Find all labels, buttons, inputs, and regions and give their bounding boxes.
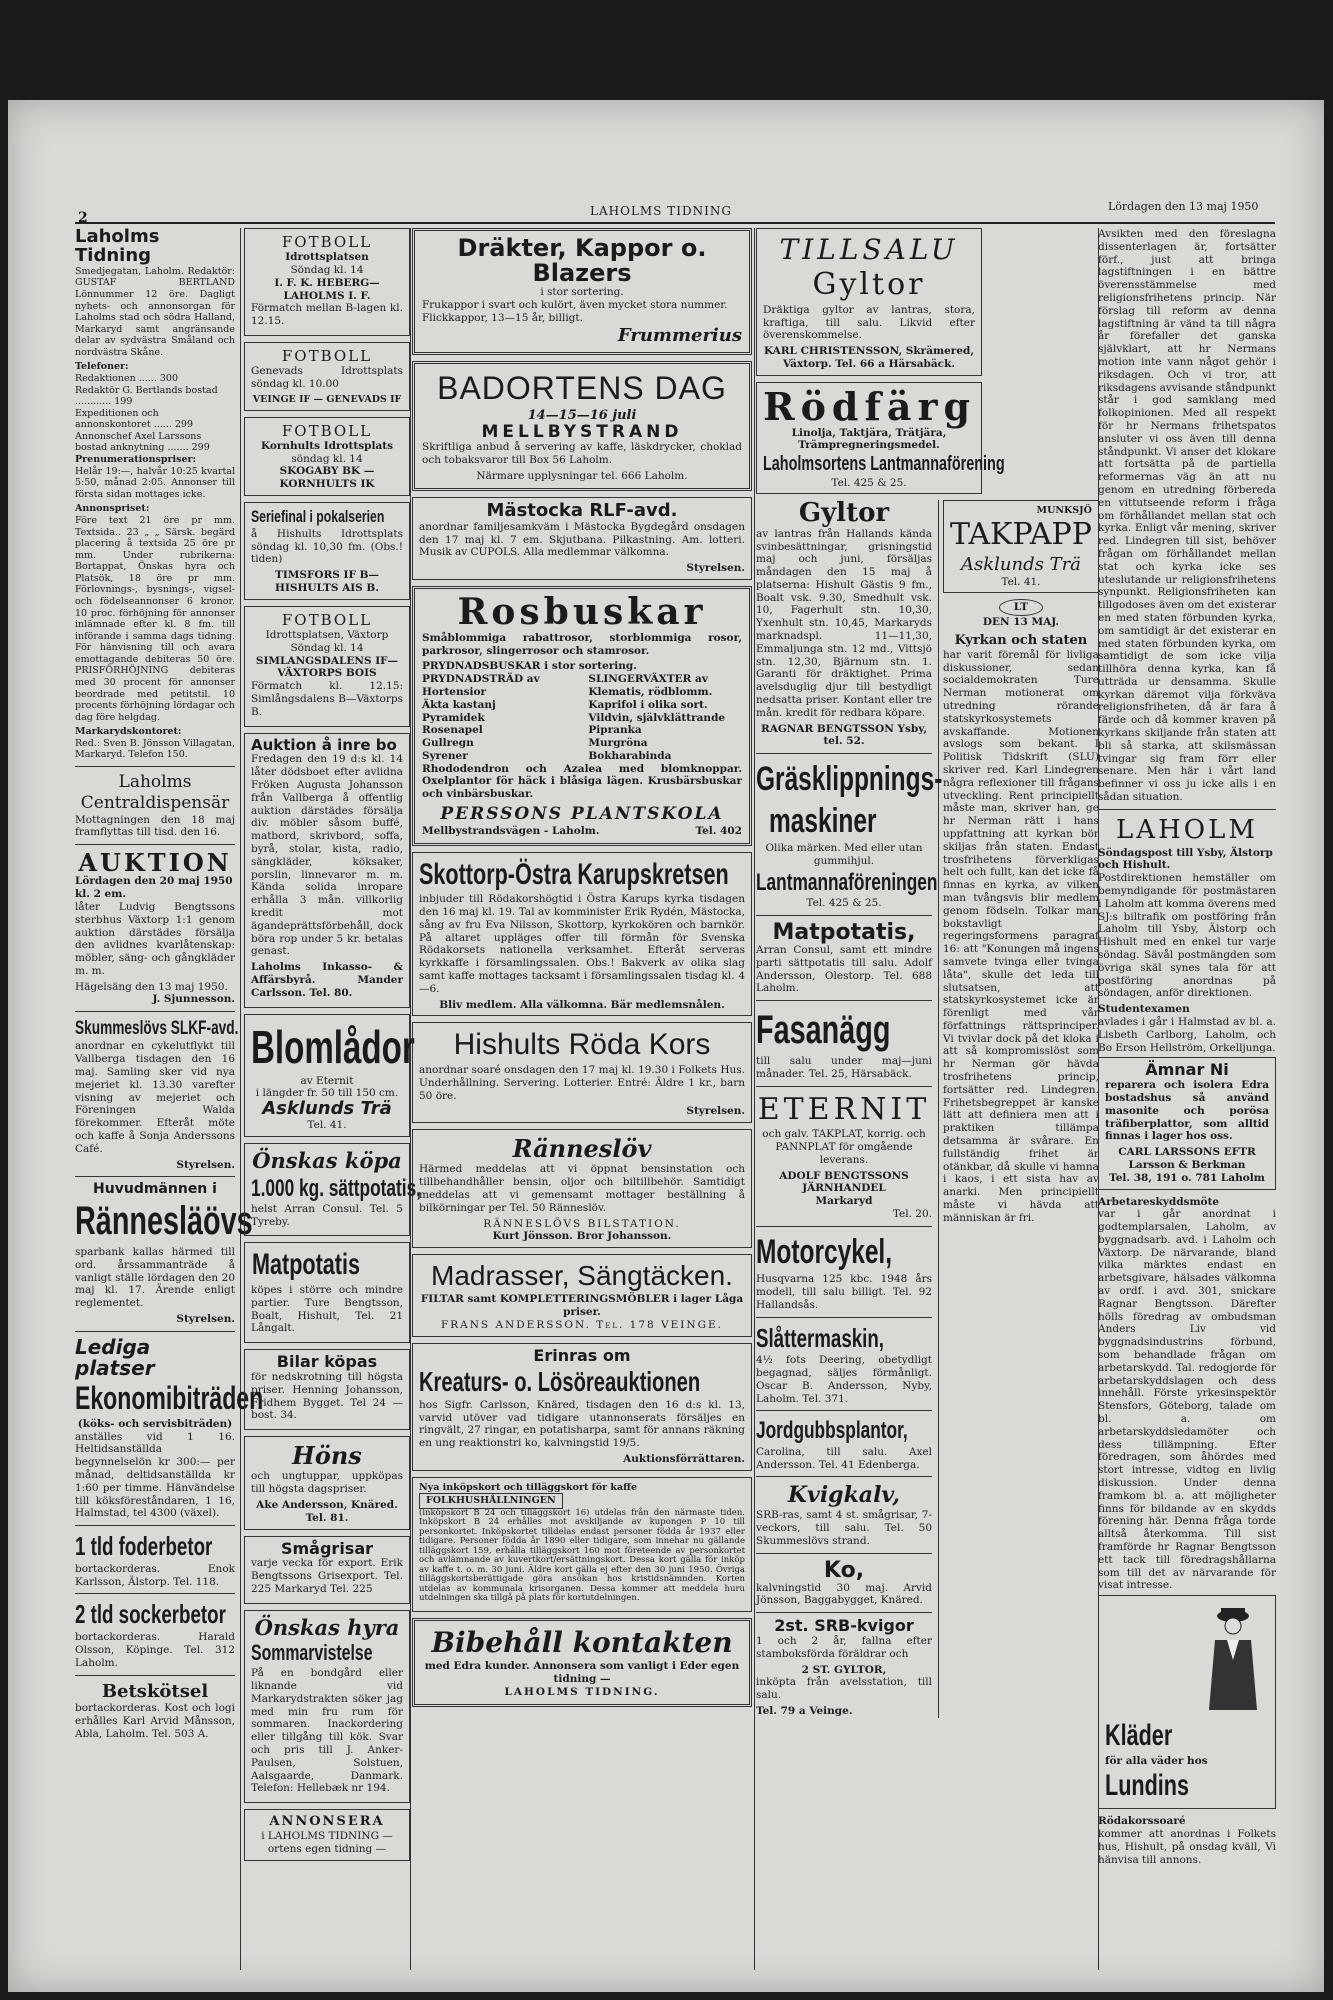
adprices-head: Annonspriset: xyxy=(75,503,150,515)
takpapp-tel: Tel. 41. xyxy=(1001,575,1041,588)
matpot2-title: Matpotatis, xyxy=(772,919,916,945)
auktion2-title: Auktion å inre bo xyxy=(251,735,397,754)
rasklipp-tel: Tel. 425 & 25. xyxy=(806,897,882,910)
fotboll4-match: SIMLANGSDALENS IF— VÄXTORPS BOIS xyxy=(255,654,399,680)
fotboll2-text: Genevads Idrottsplats söndag kl. 10.00 xyxy=(251,365,403,391)
erinras-title: Erinras om xyxy=(533,1345,631,1365)
kopa-title: Önskas köpa xyxy=(252,1147,402,1173)
auktion-text: låter Ludvig Bengtssons sterbhus Växtorp 1:1 genom auktion därstädes försälja den avlidnes kvarlåtenskap: möbler, säng- och gångkläder m. m. xyxy=(75,900,235,977)
ranne2-text: Härmed meddelas att vi öppnat bensinstation och tillbehandhåller bensin, oljor och biltillbehör. Samtidigt meddelas att vi gemensamt mottager beställning å bilkörningar per Tel. 50 Ränneslöv. xyxy=(419,1163,745,1214)
ros-right-head: SLINGERVÄXTER av xyxy=(588,673,708,686)
phones-head: Telefoner: xyxy=(75,361,129,373)
fotboll3-match: SKOGABY BK — KORNHULTS IK xyxy=(279,465,375,491)
sommar-text: På en bondgård eller liknande vid Markarydstrakten söker jag med min fru rum för sommaren. Inackordering eller tillgång till kök. Svar och pris till J. Anker-Paulsen, Solstuen, Aalsgaarde, Danmark. Telefon: Hellebæk nr 194. xyxy=(251,1667,403,1795)
ros-right-item: Murgröna xyxy=(588,737,648,750)
skummeslov-text: anordnar en cykelutflykt till Vallberga tisdagen den 16 maj. Samling sker vid nya mejeriet kl. 13.30 varefter visning av mejeriet och Föreningen Walda förekommer. Efteråt möte och kaffe å Sonja Anderssons Café. xyxy=(75,1040,235,1155)
auktion-title: AUKTION xyxy=(78,848,232,878)
fotboll1-match: I. F. K. HEBERG— LAHOLMS I. F. xyxy=(274,276,380,302)
fotboll4-day: Söndag kl. 14 xyxy=(290,641,364,654)
ros-tel: Tel. 402 xyxy=(695,824,742,837)
kopa-amount: 1.000 kg. sättpotatis, xyxy=(251,1174,421,1202)
auktion-place-date: Hägelsäng den 13 maj 1950. xyxy=(75,980,228,993)
hons-title: Höns xyxy=(292,1441,362,1471)
rodfarg-title: Rödfärg xyxy=(763,383,977,429)
ekonomi-title: Ekonomibiträden xyxy=(75,1379,264,1416)
fotboll4-place: Idrottsplatsen, Växtorp xyxy=(265,629,389,642)
ros-text: Småblommiga rabattrosor, storblommiga rosor, parkrosor, slingerrosor och stamrosor. xyxy=(422,631,742,657)
masthead-text: Smedjegatan, Laholm. Redaktör: GUSTAF BERTLAND Lönnummer 12 öre. Dagligt nyhets- och annonsorgan för Laholms stad och södra Halland, Markaryd samt angränsande delar av sydvästra Småland och nordvästra Skåne. xyxy=(75,265,235,358)
column-divider xyxy=(754,228,755,1970)
socker-text: bortackorderas. Harald Olsson, Köpinge. Tel. 312 Laholm. xyxy=(75,1631,235,1669)
hyra-title: Önskas hyra xyxy=(254,1614,400,1640)
ros-right-item: Kaprifol i olika sort. xyxy=(588,698,708,711)
takpapp-small: MUNKSJÖ xyxy=(1036,505,1092,517)
skottorp-sign: Bliv medlem. Alla välkomna. Bär medlemsnålen. xyxy=(439,998,725,1011)
nya-badge: FOLKHUSHÅLLNINGEN xyxy=(419,1493,563,1509)
laholm-title: LAHOLM xyxy=(1116,814,1258,845)
ros-left-item: Gullregn xyxy=(422,737,474,750)
mastocka-text: anordnar familjesamkväm i Mästocka Bygdegård onsdagen den 17 maj kl. 7 em. Skjutbana. Pilkastning. Am. lotteri. Musik av CUPOLS. Alla medlemmar välkomna. xyxy=(419,520,745,559)
mastocka-title: Mästocka RLF-avd. xyxy=(486,499,678,521)
betsk-title: Betskötsel xyxy=(101,1680,209,1702)
markaryd-head: Markarydskontoret: xyxy=(75,726,182,738)
auktion2-sign: Laholms Inkasso- & Affärsbyrå. Mander Carlsson. Tel. 80. xyxy=(251,961,403,999)
nya-text: (inköpskort B 24 och tilläggskort 16) utdelas från den närmaste tiden. Inköpskort B 24 erhålles mot avskiljande av kupongen P 10 till personkortet. Inköpskortet tilldelas endast personer födda år 1937 eller tidigare. Personer födda år 1890 eller tidigare, som innehar nu gällande tilläggskort 159, erhålla tilläggskort 160 mot företeende av personkortet och avlämnande av kuvertkort/ersättningskort. Dessa kort gälla för inköp av kaffe t. o. m. 30 juni. Äldre kort gälla ej efter den 30 juni 1950. Övriga tilläggskortsberättigade göra ansökan hos kristidsnämnden. Korten utdelas av kommunala krisorganen. Dessa kommer att meddela huru utdelningen ska tillgå på plats för kortutdelningen. xyxy=(419,1507,745,1604)
jord-text: Carolina, till salu. Axel Andersson. Tel. 41 Edenberga. xyxy=(756,1445,932,1471)
drakter-text: Frukappor i svart och kulört, även mycket stora nummer. xyxy=(422,299,728,312)
gyltor2-text: av lantras från Hallands kända svinbesättningar, grisningstid maj och juni, försäljas måndagen den 15 maj å platserna: Hishult Gästis 9 fm., Boalt vsk. 9.30, Smedhult vsk. 10, Fagerhult stn. 10,30, Yxenhult stn. 10,45, Markaryds marknadspl. 11—11,30, Emmaljunga stn. 12 md., Vittsjö stn. 12,30, Bjärnum stn. 1. Garanti för dräktighet. Prima avelsduglig djur till bestydligt nedsatta priser. Kontant eller tre mån. kredit för redbara köpare. xyxy=(756,527,932,719)
kopa-text: helst Arran Consul. Tel. 5 Tyreby. xyxy=(251,1202,403,1228)
ros-right-item: Pipranka xyxy=(588,724,642,737)
kreatur-title: Kreaturs- o. Lösöreauktionen xyxy=(419,1365,701,1397)
matpot-title: Matpotatis xyxy=(252,1248,360,1282)
fotboll2-title: FOTBOLL xyxy=(281,347,373,366)
student-text: avlades i går i Halmstad av bl. a. Lisbeth Carlborg, Laholm, och Bo Erson Hellström, Orkelljunga. xyxy=(1098,1015,1276,1054)
gyltor-text: Dräktiga gyltor av lantras, stora, kraftiga, till salu. Likvid efter överenskommelse. xyxy=(763,303,975,342)
ekonomi-text: anställes vid 1 16. Heltidsanställda begynnelselön kr 300:— per månad, deltidsanställda kr 1:60 per timme. Hänvändelse till köksföreståndaren, 1 16, Halmstad, tel 4300 (växel). xyxy=(75,1430,235,1520)
markaryd-text: Red.: Sven B. Jönsson Villagatan, Markaryd. Telefon 150. xyxy=(75,737,235,761)
column-1 xyxy=(75,226,264,1970)
column-divider xyxy=(410,228,411,1970)
arbete-text: var i går anordnat i godtemplarsalen, Laholm, av byggnadsarb. avd. i Laholm och Växtorp. De närvarande, bland vilka märktes endast en arbetsgivare, hälsades välkomna av ordf. i avd. 301, snickare Ragnar Bengtsson. Därefter hölls föredrag av ombudsman Anders Liv vid byggnadsindustrins förbund, som behandlade frågan om arbetarskydd. Tal. redogjorde för arbetarskyddslagen och dess innehåll. Förste yrkesinspektör Stensfors, Göteborg, talade om bl. a. om arbetarskyddsledamöter och dess tillämpning. Efter föredragen, som åhördes med stort intresse, vidtog en livlig diskussion. Under denna framkom bl. a. att möjligheter finns för bildande av en skydds förening här. Denna fråga torde alltså återkomma. Till sist framförde hr Ragnar Bengtsson ett tack till föredragshållarna som till det av närvarande för visat intresse. xyxy=(1098,1208,1276,1592)
phone-line: Redaktör G. Bertlands bostad ............ 199 xyxy=(75,384,218,408)
rodfarg-firm: Laholmsortens Lantmannaförening xyxy=(763,453,1005,476)
skummeslov-title: Skummeslövs SLKF-avd. xyxy=(75,1018,239,1040)
eternit-text: och galv. TAKPLAT, korrig. och PANNPLAT för omgående leverans. xyxy=(762,1128,926,1166)
fotboll3-day: söndag kl. 14 xyxy=(291,452,363,465)
klader-sub: för alla väder hos xyxy=(1105,1754,1208,1767)
ranne2-firm: RÄNNESLÖVS BILSTATION. xyxy=(483,1217,681,1230)
fotboll4-extra: Förmatch kl. 12.15: Simlångsdalens B—Växtorps B. xyxy=(251,680,403,718)
ekonomi-sub: (köks- och servisbiträden) xyxy=(77,1417,233,1430)
prices-head: Prenumerationspriser: xyxy=(75,454,197,466)
ros-addr: Mellbystrandsvägen - Laholm. xyxy=(422,824,600,837)
fotboll1-place: Idrottsplatsen xyxy=(285,251,369,264)
student-head: Studentexamen xyxy=(1098,1003,1190,1016)
kyrkan-text: har varit föremål för livliga diskussioner, sedan socialdemokraten Ture Nerman motionerat om utredning rörande statskyrkosystemets avskaffande. Motionen avslogs som bekant. I Politisk Tidskrift (SLU) skriver red. Karl Lindegren några reflexioner till frågans utveckling. Rent principiellt måste man, skriver han, ge hr Nerman rätt i hans uppfattning att kyrkan bör skiljas från staten. Endast trosfrihetens förverkligas helt och fullt, kan det icke få finnas en kyrka, av vilken man tvångsvis blir medlem genom födseln. Tolkar man bokstavligt regeringsformens paragraf 16: att "Konungen må ingens samvete tvinga eller tvinga låta", skulle det leda till slutsatsen, att statskyrkosystemet icke är förenligt med vår författnings rättsprinciper. Vi tvivlar dock på det kloka i att så kompromisslöst som hr Nerman gör hävda trosfrihetens princip, fortsätter red. Lindegren. Frihetsbegreppet är kanske lätt att definiera men att i praktiken tillämpa detsamma är svårare. En fullständig frihet är otänkbar, då skulle vi hamna i kaos, i ett sista hav av anarki. Men principiellt måste vi hävda att människan är fri. xyxy=(943,648,1099,1224)
srb-title: 2st. SRB-kvigor xyxy=(774,1616,914,1636)
mastocka-sign: Styrelsen. xyxy=(686,562,745,575)
ros-sub: PRYDNADSBUSKAR i stor sortering. xyxy=(422,660,637,673)
ros-right-item: Klematis, rödblomm. xyxy=(588,685,713,698)
rasklipp-text: Olika märken. Med eller utan gummihjul. xyxy=(765,842,923,867)
fotboll1-title: FOTBOLL xyxy=(281,233,373,251)
ranneslov-title: Rännesläövs xyxy=(75,1199,253,1244)
page-number: 2 xyxy=(78,210,88,226)
drakter-firm: Frummerius xyxy=(617,324,742,346)
ros-left-item: Pyramidek xyxy=(422,711,485,724)
bibehall-firm: LAHOLMS TIDNING. xyxy=(504,1685,660,1698)
rasklipp-firm: Lantmannaföreningen xyxy=(756,868,938,896)
roda-head: Rödakorssoaré xyxy=(1098,1815,1186,1828)
huvudmannen-title: Huvudmännen i xyxy=(93,1181,217,1198)
post-head: Söndagspost till Ysby, Älstorp och Hishult. xyxy=(1098,846,1273,872)
skottorp-title: Skottorp-Östra Karupskretsen xyxy=(419,857,729,891)
dispensar-title: Centraldispensär xyxy=(80,792,230,813)
bad-place: MELLBYSTRAND xyxy=(481,421,683,442)
betsk-text: bortackorderas. Kost och logi erhålles Karl Arvid Månsson, Abla, Laholm. Tel. 503 A. xyxy=(75,1702,235,1741)
hons-text: och ungtuppar, uppköpas till högsta dagspriser. xyxy=(251,1470,403,1496)
amnar-title: Ämnar Ni xyxy=(1145,1060,1229,1080)
dispensar-title: Laholms xyxy=(118,772,192,793)
eternit-title: ETERNIT xyxy=(757,1091,931,1127)
takpapp-firm: Asklunds Trä xyxy=(961,553,1081,575)
ko-text: kalvningstid 30 maj. Arvid Jönsson, Baggabygget, Knäred. xyxy=(756,1581,932,1607)
madr-firm: FRANS ANDERSSON. Tel. 178 VEINGE. xyxy=(440,1318,724,1331)
bibehall-title: Bibehåll kontakten xyxy=(431,1626,733,1659)
phone-line: Redaktionen ...... 300 xyxy=(75,372,179,384)
bad-text2: Närmare upplysningar tel. 666 Laholm. xyxy=(476,470,688,483)
srb-text: 1 och 2 år, fallna efter stamboksförda föräldrar och xyxy=(756,1635,932,1660)
rasklipp-title: Gräsklippnings- xyxy=(756,760,943,799)
phone-line: Annonschef Axel Larssons bostad anknytning ....... 299 xyxy=(75,430,210,454)
ros-left-item: Äkta kastanj xyxy=(422,698,496,711)
kreatur-sign: Auktionsförrättaren. xyxy=(623,1452,745,1465)
gyltor2-firm: RAGNAR BENGTSSON Ysby, tel. 52. xyxy=(760,722,928,748)
bilar-title: Bilar köpas xyxy=(276,1352,378,1372)
masthead-title: Laholms Tidning xyxy=(75,226,160,266)
lt-logo: LT xyxy=(999,599,1043,616)
auktion2-text: Fredagen den 19 d:s kl. 14 låter dödsboet efter avlidna Fröken Augusta Johansson från Vallberga å offentlig auktion därstädes försälja div. möbler såsom buffé, matbord, skrivbord, soffa, byrå, stolar, kista, radio, sängkläder, köksaker, porslin, linnevaror m. m. Kända solida inropare erhålla 3 mån. villkorlig kredit mot ägandeprättsförbehåll, dock böra rop under 5 kr. betalas genast. xyxy=(251,753,403,958)
bad-date: 14—15—16 juli xyxy=(527,407,637,423)
rasklipp-title: maskiner xyxy=(769,801,877,840)
serie-text: å Hishults Idrottsplats söndag kl. 10,30 fm. (Obs.! tiden) xyxy=(251,527,403,566)
editorial-text: Avsikten med den föreslagna dissenterlagen är, fortsätter förf., just att bringa lagstiftningen i en bättre överensstämmelse med religionsfrihetens princip. När förslag till reform av denna lagstiftning är vänd ta till några år förefaller det ganska självklart, att hr Nermans motion inte vann något gehör i riksdagen. Och vi tror, att riksdagens avvisande ståndpunkt står i god samklang med folkopinionen. Med all respekt för hr Nermans frihetspatos ansluter vi oss även till denna ståndpunkt. Vi anser det klokare att fortsätta på de partiella reformernas väg än att nu genom en utredning förbereda en vittutseende reform i fråga om förhållandet mellan stat och kyrka. Enligt vår mening, skriver red. Lindegren till sist, behöver frågan om förhållandet mellan stat och kyrka icke ses uteslutande ur religionsfrihetens synpunkt. Religionsfriheten kan tillgodoses även om det existerar en med staten förbunden kyrka, om samtidigt är det existerar en med staten förbunden kyrka, om samtidigt de som icke vilja tillhöra denna kyrka, kan få utträda ur densamma. Skulle kyrkan däremot vilja förkväva religionsfriheten, då är fara å färde och då kommer kraven på kyrkans skiljande från staten att bli så starka, att skilsmässan tvingar sig fram förr eller senare. Men här i vårt land befinner vi oss ju icke alls i en sådan situation. xyxy=(1098,228,1276,804)
srb-sub: 2 ST. GYLTOR, xyxy=(801,1663,887,1676)
drakter-sub: i stor sortering. xyxy=(540,286,624,299)
blom-text: i längder fr. 50 till 150 cm. xyxy=(255,1087,399,1100)
ranne2-title: Ränneslöv xyxy=(512,1134,652,1164)
bilar-text: för nedskrotning till högsta priser. Henning Johansson, Fridhem Bygget. Tel 24 — bost. 34. xyxy=(251,1370,403,1422)
column-4 xyxy=(756,228,1098,1970)
gyltor2-title: Gyltor xyxy=(798,498,890,529)
annons-title: ANNONSERA xyxy=(269,1814,385,1830)
bibehall-text: med Edra kunder. Annonsera som vanligt i Eder egen tidning — xyxy=(424,1660,740,1685)
man-in-coat-illustration xyxy=(1197,1600,1269,1718)
skottorp-text: inbjuder till Rödakorshögtid i Östra Karups kyrka tisdagen den 16 maj kl. 19. Tal av komminister Erik Rydén, Mästocka, sång av fru Eva Nilsson, Skottorp, kyrkokören och barnkör. På altaret uppläges offer till förmån för Svenska Rödakorsets nationella verksamhet. Efteråt serveras kyrkkaffe i församlingssalen. Obs.! Bakverk av olika slag samt kaffe mottages tacksamt i församlingssalen tisdag kl. 4—6. xyxy=(419,893,745,995)
fotboll3-title: FOTBOLL xyxy=(281,421,373,440)
ranne2-names: Kurt Jönsson. Bror Johansson. xyxy=(492,1230,672,1243)
rodfarg-tel: Tel. 425 & 25. xyxy=(831,476,907,489)
sommar-title: Sommarvistelse xyxy=(251,1640,373,1666)
fotboll1-extra: Förmatch mellan B-lagen kl. 12.15. xyxy=(251,302,403,328)
kvig-text: SRB-ras, samt 4 st. smågrisar, 7-veckors, till salu. Tel. 50 Skummeslövs strand. xyxy=(756,1509,932,1547)
klader-title: Kläder xyxy=(1105,1719,1173,1753)
lediga-title: Lediga platser xyxy=(75,1334,155,1380)
ros-right-item: Bokharabinda xyxy=(588,749,672,762)
lt-date: DEN 13 MAJ. xyxy=(982,616,1060,629)
fotboll4-title: FOTBOLL xyxy=(281,610,373,629)
hishult-text: anordnar soaré onsdagen den 17 maj kl. 19.30 i Folkets Hus. Underhållning. Servering. Lotterier. Entré: Äldre 1 kr., barn 50 öre. xyxy=(419,1063,745,1102)
foder-text: bortackorderas. Enok Karlsson, Älstorp. Tel. 118. xyxy=(75,1562,235,1588)
kvig-title: Kvigkalv, xyxy=(787,1482,901,1509)
phone-line: Expeditionen och annonskontoret ...... 299 xyxy=(75,407,194,431)
hons-firm: Ake Andersson, Knäred. Tel. 81. xyxy=(256,1499,398,1524)
prices-text: Helår 19:—, halvår 10:25 kvartal 5:50, månad 2:05. Annonser till första sidan mottages icke. xyxy=(75,465,235,500)
srb-tel: Tel. 79 a Veinge. xyxy=(756,1705,853,1717)
column-5 xyxy=(1098,228,1276,1970)
fasan-title: Fasanägg xyxy=(756,1008,891,1053)
annons-text: i LAHOLMS TIDNING — ortens egen tidning — xyxy=(261,1830,393,1855)
nya-title: Nya inköpskort och tilläggskort för kaffe xyxy=(419,1481,637,1493)
post-text: Postdirektionen hemställer om bemyndigande för postmästaren i Laholm att komma överens med SJ:s biltrafik om postföring från Laholm till Ysby, Älstorp och Hishult med en enkel tur varje söndag. Sävål postmängden som övriga skäl synes tala för att postföring anordnas på söndagen, anför direktionen. xyxy=(1098,872,1276,1000)
fotboll2-match: VEINGE IF — GENEVADS IF xyxy=(252,393,402,405)
bad-text: Skriftliga anbud å servering av kaffe, läskdrycker, choklad och tobaksvaror till Box 56 Laholm. xyxy=(422,441,742,467)
takpapp-title: TAKPAPP xyxy=(950,516,1092,552)
ranneslov-sign: Styrelsen. xyxy=(176,1312,235,1325)
ros-left-item: Hortensior xyxy=(422,685,487,698)
madr-text: FILTAR samt KOMPLETTERINGSMÖBLER i lager Låga priser. xyxy=(420,1293,744,1319)
blom-tel: Tel. 41. xyxy=(307,1119,347,1132)
fotboll3-place: Kornhults Idrottsplats xyxy=(260,439,394,452)
motor-text: Husqvarna 125 kbc. 1948 års modell, till salu billigt. Tel. 92 Hallandsås. xyxy=(756,1273,932,1311)
ros-title: Rosbuskar xyxy=(457,590,707,633)
gyltor-firm: KARL CHRISTENSSON, Skrämered, Växtorp. Tel. 66 a Härsabäck. xyxy=(763,345,975,370)
eternit-firm: ADOLF BENGTSSONS JÄRNHANDEL xyxy=(779,1169,909,1195)
motor-title: Motorcykel, xyxy=(756,1232,893,1271)
kyrkan-title: Kyrkan och staten xyxy=(954,632,1088,648)
blom-firm: Asklunds Trä xyxy=(262,1098,392,1120)
ros-left-item: Rosenapel xyxy=(422,724,483,737)
skummeslov-sign: Styrelsen. xyxy=(176,1158,235,1171)
column-2 xyxy=(244,228,421,1970)
rodfarg-text: Linolja, Taktjära, Trätjära, Trämpregneringsmedel. xyxy=(791,426,947,452)
roda-text: kommer att anordnas i Folkets hus, Hishult, på onsdag kväll, Vi hänvisa till annons. xyxy=(1098,1827,1276,1866)
kreatur-text: hos Sigfr. Carlsson, Knäred, tisdagen den 16 d:s kl. 13, varvid utöver vad tidigare utannonserats försäljes en ringvält, 27 ringar, en potatisharpa, samt för annans räkning en ung reaktionstri ko, kalvningstid 19/5. xyxy=(419,1398,745,1450)
slatter-title: Slåttermaskin, xyxy=(756,1322,884,1353)
issue-date: Lördagen den 13 maj 1950 xyxy=(1108,200,1259,213)
ko-title: Ko, xyxy=(823,1557,865,1583)
arbete-head: Arbetareskyddsmöte xyxy=(1098,1195,1220,1208)
drakter-text: Flickkappor, 13—15 år, billigt. xyxy=(422,311,583,324)
ros-left-item: Syrener xyxy=(422,749,468,762)
column-divider xyxy=(240,228,241,1970)
drakter-title: Dräkter, Kappor o. Blazers xyxy=(457,234,707,288)
auktion-sign: J. Sjunnesson. xyxy=(152,993,235,1006)
fasan-text: till salu under maj—juni månader. Tel. 25, Härsabäck. xyxy=(756,1054,932,1080)
bad-title: BADORTENS DAG xyxy=(437,369,727,406)
hishult-title: Hishults Röda Kors xyxy=(453,1028,711,1062)
smag-title: Smågrisar xyxy=(280,1538,374,1558)
eternit-tel: Tel. 20. xyxy=(892,1207,932,1220)
matpot-text: köpes i större och mindre partier. Ture Bengtsson, Boalt, Hishult, Tel. 21 Långalt. xyxy=(251,1283,403,1335)
column-3 xyxy=(412,228,752,1970)
ros-firm: PERSSONS PLANTSKOLA xyxy=(440,804,724,825)
smag-text: varje vecka för export. Erik Bengtssons Grisexport. Tel. 225 Markaryd Tel. 225 xyxy=(251,1557,403,1595)
ros-left-head: PRYDNADSTRÄD av xyxy=(422,673,540,686)
blom-title: Blomlådor xyxy=(251,1020,415,1073)
hishult-sign: Styrelsen. xyxy=(686,1105,745,1118)
eternit-place: Markaryd xyxy=(815,1195,873,1208)
socker-title: 2 tld sockerbetor xyxy=(75,1599,226,1630)
fotboll1-day: Söndag kl. 14 xyxy=(290,264,364,277)
ros-right-item: Vildvin, självklättrande xyxy=(588,711,726,724)
paper-name: LAHOLMS TIDNING xyxy=(590,204,732,218)
madr-title: Madrasser, Sängtäcken. xyxy=(431,1260,733,1292)
gyltor-title: Gyltor xyxy=(812,267,926,303)
ranneslov-text: sparbank kallas härmed till ord. årssammanträde å vanligt ställe lördagen den 20 maj kl. 17. Ärende enligt reglementet. xyxy=(75,1245,235,1310)
dispensar-text: Mottagningen den 18 maj framflyttas till tisd. den 16. xyxy=(75,813,235,839)
srb-text2: inköpta från avelsstation, till salu. xyxy=(756,1676,932,1702)
ros-text2: Rhododendron och Azalea med blomknoppar. Oxelplantor för häck i blåsiga lägen. Krusbärsbuskar och vinbärsbuskar. xyxy=(422,762,742,801)
amnar-tel: Tel. 38, 191 o. 781 Laholm xyxy=(1109,1171,1265,1184)
adprices-text: Före text 21 öre pr mm. Textsida.. 23 „ „ Särsk. begärd placering å textsida 25 öre pr mm. Under rubrikerna: Bortappat, Önskas hyra och Platsök, 18 öre pr mm. Förlovnings-, bysnings-, vigsel- och födelseannonser 6 kronor. 10 proc. förhöjning för annonser inlämnade efter kl. 8 fm. till införande i samma dags tidning. För hänvisning till och avara emottagande debiteras 50 öre. PRISFÖRHÖJNING debiteras med 30 procent för annonser beordrade med petitstil. 10 procents förhöjning lördagar och dag före helgdag. xyxy=(75,514,235,723)
jord-title: Jordgubbsplantor, xyxy=(756,1417,908,1445)
header-rule xyxy=(75,222,1275,224)
amnar-text: reparera och isolera Edra bostadshus så använd masonite och porösa träfiberplattor, som alltid finnas i lager hos oss. xyxy=(1105,1079,1269,1143)
foder-title: 1 tld foderbetor xyxy=(75,1531,213,1562)
klader-firm: Lundins xyxy=(1105,1768,1189,1802)
tillsalu-title: TILLSALU xyxy=(779,233,959,266)
amnar-firm: CARL LARSSONS EFTR Larsson & Berkman xyxy=(1118,1146,1256,1171)
blom-sub: av Eternit xyxy=(300,1074,354,1087)
matpot2-text: Arran Consul, samt ett mindre parti sättpotatis till salu. Adolf Andersson, Olestorp. Tel. 688 Laholm. xyxy=(756,943,932,995)
serie-title: Seriefinal i pokalserien xyxy=(251,507,385,527)
serie-match: TIMSFORS IF B— HISHULTS AIS B. xyxy=(275,569,379,594)
auktion-date: Lördagen den 20 maj 1950 kl. 2 em. xyxy=(75,875,233,901)
slatter-text: 4½ fots Deering, obetydligt begagnad, säljes förmånligt. Oscar B. Andersson, Nyby, Laholm. Tel. 371. xyxy=(756,1354,932,1405)
